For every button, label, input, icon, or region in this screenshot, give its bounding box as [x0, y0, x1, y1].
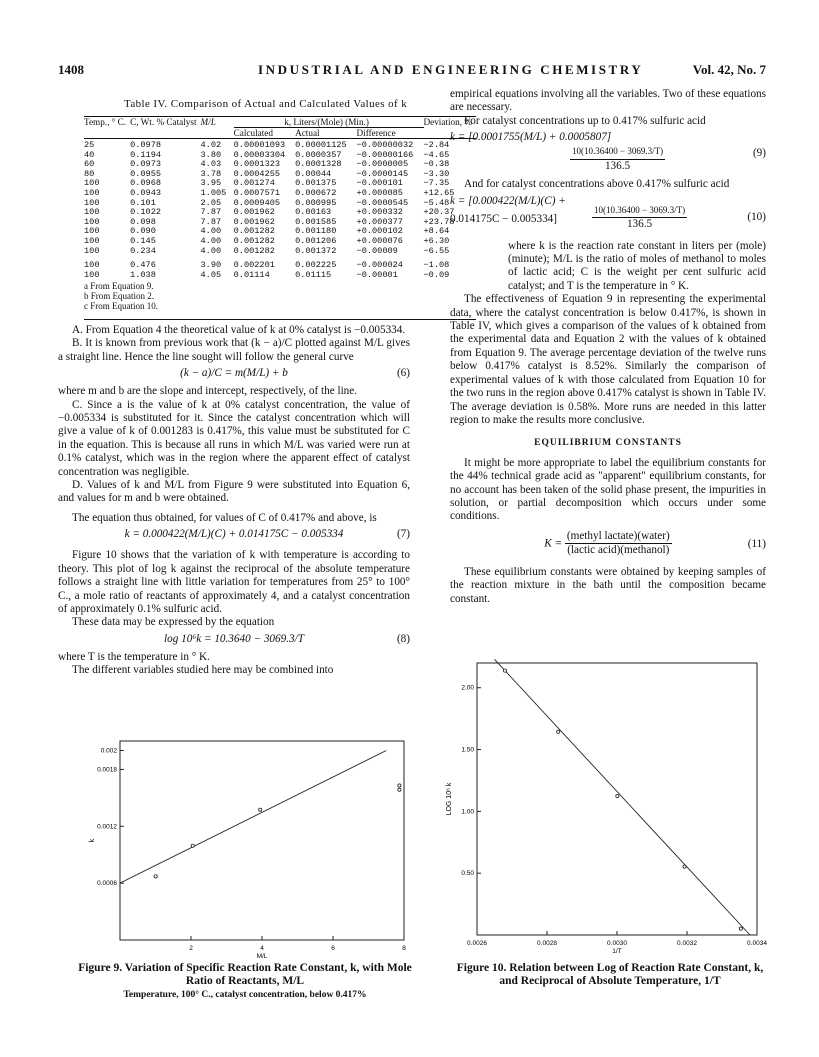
table-cell: −0.000101: [356, 178, 403, 189]
equation-number: (8): [396, 632, 410, 645]
data-point: [503, 669, 506, 672]
table-cell: 0.000995: [295, 197, 337, 208]
table-cell: 1.005: [200, 187, 227, 198]
table-cell: 3.80: [200, 149, 222, 160]
equation-9: k = [0.0001755(M/L) + 0.0005807] $\frac{10(10.36400 - 3069.3/T)}{136.5}$ (9): [450, 131, 766, 172]
table-cell: 0.002201: [233, 260, 275, 271]
equation-8: log 10⁶k = 10.3640 − 3069.3/T (8): [164, 632, 410, 645]
table-cell: 60: [84, 159, 95, 170]
table-cell: 100: [84, 245, 100, 256]
equation-10: k = [0.000422(M/L)(C) + 0.014175C − 0.005334] $\frac{10(10.36400 - 3069.3/T)}{136.5}$ (10): [450, 194, 766, 231]
table-cell: +0.000076: [356, 235, 403, 246]
table-cell: 0.0000357: [295, 149, 342, 160]
table-cell: −0.0000145: [356, 168, 409, 179]
table-cell: 0.0943: [130, 187, 162, 198]
table-cell: 2.05: [200, 197, 222, 208]
table-cell: −0.00000166: [356, 149, 414, 160]
table-cell: 4.05: [200, 269, 222, 280]
table-cell: +0.000085: [356, 187, 403, 198]
table-cell: 0.090: [130, 226, 156, 237]
data-point: [191, 844, 194, 847]
table-cell: 0.00001093: [233, 140, 286, 150]
y-tick-label: 1.00: [461, 808, 474, 816]
x-tick-label: 0.0028: [537, 940, 557, 947]
table-cell: 0.001962: [233, 216, 275, 227]
col-calculated: Calculated: [233, 128, 273, 138]
fit-line: [120, 750, 386, 883]
col-k-group: k, Liters/(Mole) (Min.): [234, 117, 424, 128]
table-cell: 0.001274: [233, 178, 275, 189]
paragraph: The equation thus obtained, for values of C of 0.417% and above, is: [72, 511, 377, 524]
figure-9-caption: Figure 9. Variation of Specific Reaction Rate Constant, k, with Mole Ratio of Reactants, M/L Temperature, 100° C., catalyst concentration, below 0.417%: [78, 962, 412, 1000]
x-tick-label: 0.0032: [677, 940, 697, 947]
table-cell: 0.101: [130, 197, 156, 208]
table-title: Table IV. Comparison of Actual and Calculated Values of k: [124, 98, 408, 110]
x-tick-label: 0.0030: [607, 940, 627, 947]
table-cell: 0.476: [130, 260, 156, 271]
comparison-table: [84, 117, 476, 280]
volume-label: Vol. 42, No. 7: [692, 62, 766, 77]
table-cell: 4.03: [200, 159, 222, 170]
col-temp: Temp., ° C.: [84, 117, 127, 127]
table-cell: 0.00003304: [233, 149, 286, 160]
equation-number: (11): [747, 537, 766, 550]
x-tick-label: 2: [189, 945, 193, 952]
col-catalyst: C, Wt. % Catalyst: [130, 117, 197, 127]
table-cell: +12.65: [423, 187, 455, 198]
paragraph: where T is the temperature in ° K.: [58, 650, 210, 663]
table-cell: 7.87: [200, 216, 222, 227]
table-cell: −7.35: [423, 178, 450, 189]
table-cell: 80: [84, 168, 95, 179]
table-cell: 1.038: [130, 269, 156, 280]
table-cell: +20.37: [423, 207, 455, 218]
plot-frame: [120, 741, 404, 940]
table-note: b From Equation 2.: [84, 290, 154, 301]
x-tick-label: 0.0026: [467, 940, 487, 947]
table-cell: 0.01114: [233, 269, 270, 280]
equation-number: (9): [752, 147, 766, 160]
table-note: c From Equation 10.: [84, 300, 158, 311]
table-note: a From Equation 9.: [84, 281, 154, 292]
paragraph: The different variables studied here may be combined into: [72, 664, 334, 677]
x-axis-label: 1/T: [612, 948, 622, 955]
table-cell: −4.65: [423, 149, 450, 160]
left-column: [58, 324, 410, 678]
paragraph-b2: where m and b are the slope and intercept, respectively, of the line.: [58, 385, 358, 398]
table-cell: 0.001180: [295, 226, 337, 237]
table-cell: 0.001282: [233, 226, 275, 237]
section-heading: EQUILIBRIUM CONSTANTS: [534, 438, 682, 449]
table-cell: 0.0001328: [295, 159, 342, 170]
table-cell: 100: [84, 187, 100, 198]
table-cell: 4.02: [200, 140, 222, 150]
paragraph-b: B. It is known from previous work that (k − a)/C plotted against M/L gives a straight line. Hence the line sought will follow the general curve: [58, 337, 410, 363]
table-cell: −5.48: [423, 197, 450, 208]
x-axis-label: M/L: [256, 953, 268, 960]
table-cell: 0.001372: [295, 245, 337, 256]
table-cell: 4.00: [200, 235, 222, 246]
table-iv: [84, 98, 476, 320]
y-tick-label: 0.0006: [97, 880, 117, 888]
table-cell: 3.78: [200, 168, 222, 179]
equation-number: (6): [396, 367, 410, 380]
table-cell: 3.90: [200, 260, 222, 271]
paragraph: These equilibrium constants were obtained by keeping samples of the reaction mixture in the bath until the composition became constant.: [450, 565, 766, 605]
paragraph: empirical equations involving all the variables. Two of these equations are necessary.: [450, 88, 766, 114]
data-point: [616, 795, 619, 798]
y-tick-label: 0.002: [100, 747, 117, 755]
col-actual: Actual: [295, 128, 320, 138]
paragraph-d: D. Values of k and M/L from Figure 9 were substituted into Equation 6, and values for m and b were obtained.: [58, 479, 410, 505]
table-cell: 0.1194: [130, 149, 162, 160]
figure-10-chart: [445, 655, 770, 955]
x-tick-label: 0.0034: [747, 940, 767, 947]
data-point: [683, 865, 686, 868]
table-cell: 25: [84, 140, 95, 150]
y-tick-label: 2.00: [461, 684, 474, 692]
table-cell: −0.09: [423, 269, 450, 280]
table-cell: 0.0973: [130, 159, 162, 170]
table-cell: 0.01115: [295, 269, 332, 280]
paragraph: These data may be expressed by the equation: [72, 616, 275, 629]
paragraph: The effectiveness of Equation 9 in representing the experimental data, where the catalyst concentration is below 0.417%, is shown in Table IV, which gives a comparison of the values of k obtained from the experimental data and Equation 2 with the values of k obtained from Equation 9. The average percentage deviation of the twelve runs below 0.417% catalyst is 8.52%. Similarly the comparison of experimental values of k with those calculated from Equation 10 for the two runs in the region above 0.417% catalyst is shown in Table IV. The average deviation is 0.58%. More runs are needed in this latter region to make the results more conclusive.: [450, 293, 766, 426]
table-cell: −1.08: [423, 260, 450, 271]
table-cell: 0.145: [130, 235, 156, 246]
y-axis-label: LOG 10⁶ k: [446, 782, 453, 816]
table-cell: +6.30: [423, 235, 450, 246]
table-cell: −0.00000032: [356, 140, 414, 150]
table-row: [84, 256, 476, 271]
table-cell: +0.000332: [356, 207, 403, 218]
table-cell: +0.000102: [356, 226, 403, 237]
col-difference: Difference: [356, 128, 396, 138]
data-point: [398, 788, 401, 791]
table-row: [84, 247, 476, 257]
x-tick-label: 8: [402, 945, 406, 952]
table-cell: 0.00163: [295, 207, 332, 218]
table-cell: 100: [84, 235, 100, 246]
table-cell: 0.0007571: [233, 187, 281, 198]
table-cell: 0.001282: [233, 245, 275, 256]
table-cell: 0.001585: [295, 216, 337, 227]
x-tick-label: 6: [331, 945, 335, 952]
table-cell: 100: [84, 207, 100, 218]
figure-10-caption: Figure 10. Relation between Log of Reaction Rate Constant, k, and Reciprocal of Absolute Temperature, 1/T: [456, 962, 764, 987]
table-cell: +0.000377: [356, 216, 403, 227]
table-cell: 0.001282: [233, 235, 275, 246]
y-tick-label: 0.0018: [97, 766, 117, 774]
fit-line: [495, 659, 751, 935]
table-cell: 0.001206: [295, 235, 337, 246]
table-cell: 0.0955: [130, 168, 162, 179]
table-cell: 0.0978: [130, 140, 162, 150]
table-cell: 100: [84, 216, 100, 227]
paragraph: And for catalyst concentrations above 0.417% sulfuric acid: [464, 178, 730, 191]
data-point: [739, 927, 742, 930]
table-cell: 100: [84, 178, 100, 189]
table-cell: 3.95: [200, 178, 222, 189]
table-cell: 100: [84, 226, 100, 237]
table-cell: 0.0001323: [233, 159, 281, 170]
table-bottom-rule: [84, 319, 476, 320]
y-tick-label: 0.0012: [97, 823, 117, 831]
y-tick-label: 0.50: [461, 870, 474, 878]
running-header: [58, 62, 766, 78]
table-cell: 0.0968: [130, 178, 162, 189]
right-column: [450, 88, 766, 606]
table-cell: 0.001375: [295, 178, 337, 189]
table-cell: −0.38: [423, 159, 450, 170]
table-cell: 0.00001125: [295, 140, 347, 150]
paragraph: For catalyst concentrations up to 0.417% sulfuric acid: [464, 114, 706, 127]
plot-frame: [477, 663, 757, 935]
equation-number: (7): [396, 528, 410, 541]
data-point: [259, 808, 262, 811]
table-cell: 0.234: [130, 245, 156, 256]
equation-6: (k − a)/C = m(M/L) + b (6): [180, 367, 410, 380]
data-point: [557, 730, 560, 733]
table-cell: +8.64: [423, 226, 450, 237]
table-cell: 0.098: [130, 216, 156, 227]
equation-11: K = $\frac{\text{(methyl lactate)(water)}}{\text{(lactic acid)(methanol)}}$ (11): [544, 529, 766, 557]
table-cell: 0.002225: [295, 260, 337, 271]
y-axis-label: k: [89, 838, 96, 843]
equation-7: k = 0.000422(M/L)(C) + 0.014175C − 0.005334 (7): [124, 528, 410, 541]
table-notes: [84, 282, 476, 311]
paragraph-c: C. Since a is the value of k at 0% catalyst concentration, the value of −0.005334 is substituted for it. Since the catalyst concentration which will give a value of k of 0.001283 is 0.417%, this value must be substituted for C in the equation. This is because all runs in which M/L was varied were run at 0.1% catalyst, which was in the region where the apparent effect of catalyst concentration was negligible.: [58, 398, 410, 478]
equation-number: (10): [747, 210, 766, 223]
table-cell: −0.0000005: [356, 159, 409, 170]
table-cell: 0.00044: [295, 168, 332, 179]
figure-9-chart: [86, 735, 416, 960]
data-point: [398, 784, 401, 787]
col-ml: M/L: [200, 117, 216, 127]
table-cell: −6.55: [423, 245, 450, 256]
table-cell: −0.000024: [356, 260, 403, 271]
table-cell: 0.0009405: [233, 197, 281, 208]
table-cell: 0.1022: [130, 207, 162, 218]
paragraph-a: A. From Equation 4 the theoretical value of k at 0% catalyst is −0.005334.: [72, 324, 406, 336]
table-cell: 100: [84, 269, 100, 280]
table-cell: −0.0000545: [356, 197, 409, 208]
table-cell: −0.00009: [356, 245, 398, 256]
table-row: [84, 271, 476, 281]
table-cell: −0.00001: [356, 269, 398, 280]
table-cell: 40: [84, 149, 95, 160]
paragraph: Figure 10 shows that the variation of k with temperature is according to theory. This plot of log k against the reciprocal of the absolute temperature follows a straight line with little variation for temperatures from 25° to 100° C., a mole ratio of reactants of approximately 4, and a catalyst concentration of approximately 0.1% sulfuric acid.: [58, 549, 410, 615]
table-cell: +23.78: [423, 216, 455, 227]
table-cell: 4.00: [200, 245, 222, 256]
table-cell: 100: [84, 197, 100, 208]
page-number: 1408: [58, 62, 84, 77]
table-cell: 4.00: [200, 226, 222, 237]
table-cell: 0.001962: [233, 207, 275, 218]
table-cell: −2.84: [423, 140, 450, 150]
table-cell: −3.30: [423, 168, 450, 179]
journal-title: INDUSTRIAL AND ENGINEERING CHEMISTRY: [258, 62, 644, 77]
y-tick-label: 1.50: [461, 746, 474, 754]
paragraph: where k is the reaction rate constant in liters per (mole)(minute); M/L is the ratio of moles of methanol to moles of lactic acid; C is the weight per cent sulfuric acid catalyst; and T is the temperature in ° K.: [508, 239, 766, 292]
data-point: [154, 875, 157, 878]
table-cell: 100: [84, 260, 100, 271]
table-cell: 0.0004255: [233, 168, 281, 179]
col-deviation: Deviation, %: [423, 117, 472, 127]
table-cell: 0.000672: [295, 187, 337, 198]
paragraph: It might be more appropriate to label the equilibrium constants for the 44% technical grade acid as "apparent" equilibrium constants, for no account has been taken of the solid phase present, the impurities in solution, or partial decomposition which occurs under some conditions.: [450, 456, 766, 523]
table-cell: 7.87: [200, 207, 222, 218]
x-tick-label: 4: [260, 945, 264, 952]
